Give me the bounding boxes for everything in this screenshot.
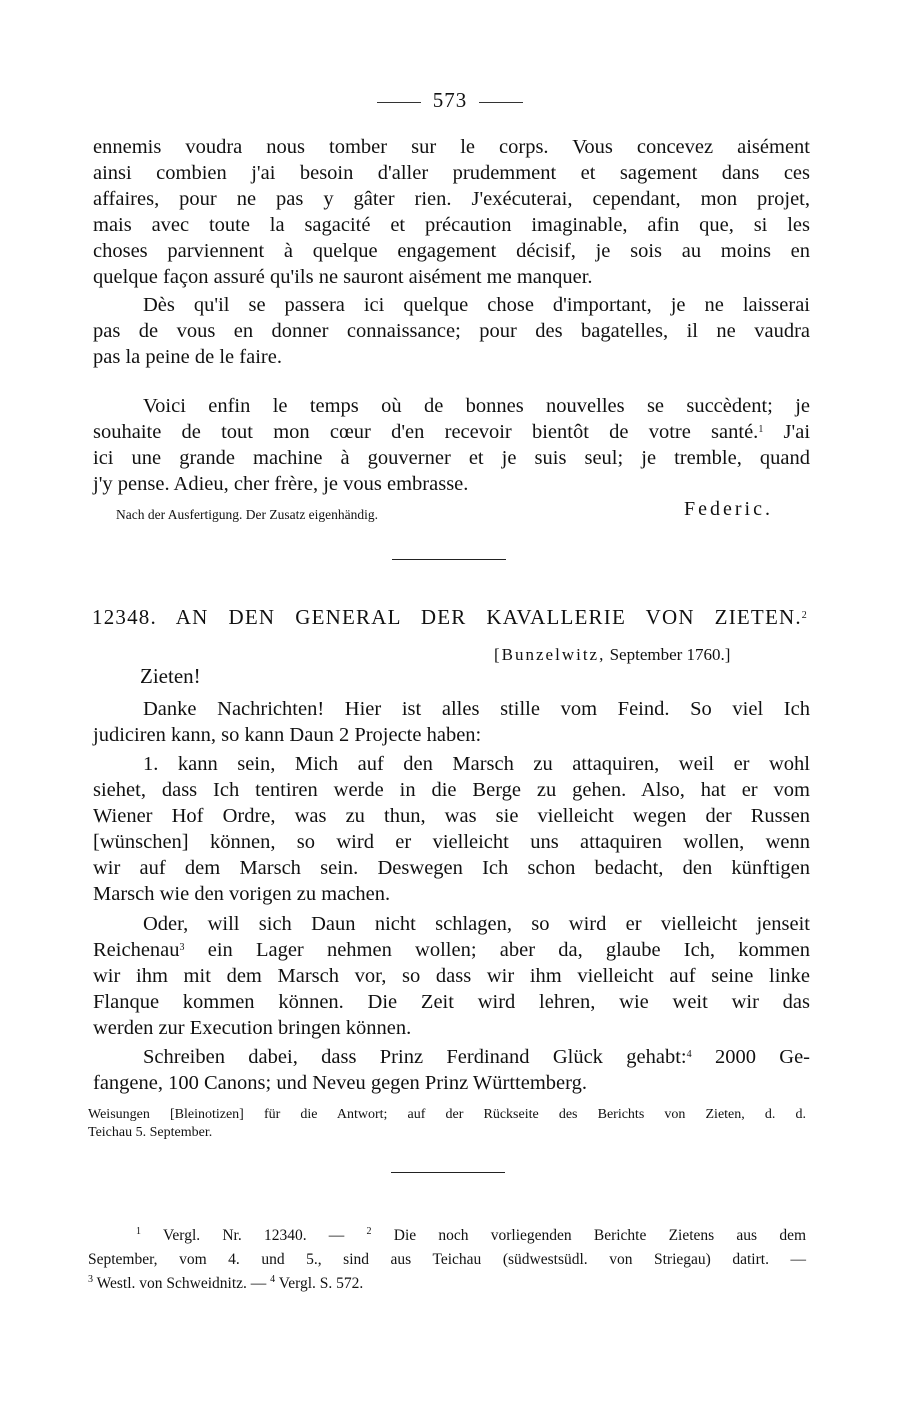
header-dash-left — [377, 102, 421, 103]
page-number: 573 — [432, 88, 468, 112]
text-line: quelque façon assuré qu'ils ne sauront aisément me manquer. — [93, 266, 593, 288]
footnote-text: Vergl. S. 572. — [278, 1275, 364, 1292]
footnote-line — [136, 1223, 806, 1249]
footnote-marker: 2 — [366, 1226, 372, 1237]
salutation: Zieten! — [140, 664, 201, 688]
text-span: J'ai — [783, 421, 811, 443]
footnote-text: Westl. von Schweidnitz. — — [96, 1275, 267, 1292]
letter-number: 12348. — [92, 605, 157, 629]
footnote-marker: 4 — [270, 1274, 276, 1285]
footnote-marker: 4 — [686, 1049, 692, 1060]
footnote-text: Die noch vorliegenden Berichte Zietens aus dem — [393, 1227, 807, 1244]
source-note: Nach der Ausfertigung. Der Zusatz eigenhändig. — [116, 507, 379, 522]
text-line: ainsi combien j'ai besoin d'aller prudemment et sagement dans ces — [93, 162, 810, 184]
signature: Federic. — [684, 498, 773, 520]
text-line: choses parviennent à quelque engagement décisif, je sois au moins en — [93, 240, 810, 262]
dateline-date: September 1760.] — [609, 645, 731, 664]
header-dash-right — [479, 102, 523, 103]
dateline — [494, 645, 730, 665]
text-line — [143, 1044, 810, 1070]
footnote-marker: 3 — [179, 942, 185, 953]
text-line: Wiener Hof Ordre, was zu thun, was sie vielleicht wegen der Russen — [93, 805, 810, 827]
text-span: souhaite de tout mon cœur d'en recevoir bientôt de votre santé. — [93, 421, 759, 443]
text-line: siehet, dass Ich tentiren werde in die Berge zu gehen. Also, hat er vom — [93, 779, 810, 801]
text-line: pas la peine de le faire. — [93, 346, 282, 368]
section-divider — [392, 559, 506, 560]
text-line: judiciren kann, so kann Daun 2 Projecte haben: — [93, 724, 482, 746]
footnote-marker: 2 — [801, 610, 808, 621]
page-header — [0, 88, 900, 113]
text-line: mais avec toute la sagacité et précaution imaginable, afin que, si les — [93, 214, 810, 236]
text-line: affaires, pour ne pas y gâter rien. J'exécuterai, cependant, mon projet, — [93, 188, 810, 210]
text-line: Dès qu'il se passera ici quelque chose d'important, je ne laisserai — [143, 294, 810, 316]
letter-title: AN DEN GENERAL DER KAVALLERIE VON ZIETEN. — [175, 605, 802, 629]
text-line: Flanque kommen können. Die Zeit wird lehren, wie weit wir das — [93, 991, 810, 1013]
text-line — [93, 937, 810, 963]
footnote-line: September, vom 4. und 5., sind aus Teichau (südwestsüdl. von Striegau) datirt. — — [88, 1251, 806, 1268]
text-span: Schreiben dabei, dass Prinz Ferdinand Glück gehabt: — [143, 1046, 687, 1068]
text-line: j'y pense. Adieu, cher frère, je vous embrasse. — [93, 473, 469, 495]
footnote-line — [88, 1271, 806, 1297]
text-line: fangene, 100 Canons; und Neveu gegen Prinz Württemberg. — [93, 1072, 587, 1094]
footnote-marker: 3 — [88, 1274, 93, 1285]
text-span: Reichenau — [93, 939, 180, 961]
letter-heading — [92, 605, 808, 630]
footnote-text: Vergl. Nr. 12340. — — [162, 1227, 345, 1244]
text-line: 1. kann sein, Mich auf den Marsch zu attaquiren, weil er wohl — [143, 753, 810, 775]
text-line: [wünschen] können, so wird er vielleicht uns attaquiren wollen, wenn — [93, 831, 810, 853]
text-line: ici une grande machine à gouverner et je suis seul; je tremble, quand — [93, 447, 810, 469]
text-line: wir ihm mit dem Marsch vor, so dass wir ihm vielleicht auf seine linke — [93, 965, 810, 987]
editorial-note-line: Weisungen [Bleinotizen] für die Antwort; auf der Rückseite des Berichts von Zieten, d. d. — [88, 1107, 806, 1122]
dateline-place: [Bunzelwitz, — [494, 645, 606, 664]
text-span: ein Lager nehmen wollen; aber da, glaube Ich, kommen — [207, 939, 810, 961]
footnote-marker: 1 — [136, 1226, 141, 1237]
text-line: Danke Nachrichten! Hier ist alles stille vom Feind. So viel Ich — [143, 698, 810, 720]
text-line: Marsch wie den vorigen zu machen. — [93, 883, 391, 905]
section-divider — [391, 1172, 505, 1173]
text-line: ennemis voudra nous tomber sur le corps. Vous concevez aisément — [93, 136, 810, 158]
text-line: wir auf dem Marsch sein. Deswegen Ich schon bedacht, den künftigen — [93, 857, 810, 879]
text-line: pas de vous en donner connaissance; pour des bagatelles, il ne vaudra — [93, 320, 810, 342]
text-line: Voici enfin le temps où de bonnes nouvelles se succèdent; je — [143, 395, 810, 417]
editorial-note-line: Teichau 5. September. — [88, 1125, 213, 1140]
footnote-marker: 1 — [758, 424, 764, 435]
text-line: Oder, will sich Daun nicht schlagen, so wird er vielleicht jenseit — [143, 913, 810, 935]
text-span: 2000 Ge- — [714, 1046, 811, 1068]
text-line: werden zur Execution bringen können. — [93, 1017, 412, 1039]
text-line — [93, 419, 810, 445]
